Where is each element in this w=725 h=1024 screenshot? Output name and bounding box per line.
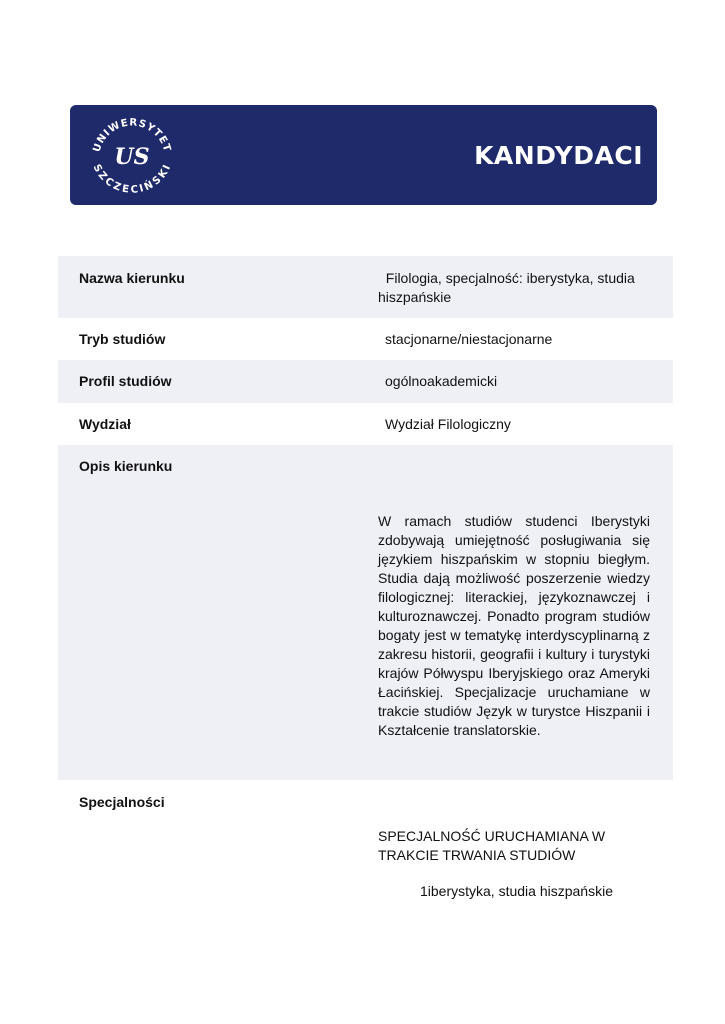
university-logo	[86, 109, 178, 201]
value-specializations: SPECJALNOŚĆ URUCHAMIANA W TRAKCIE TRWANIA STUDIÓW	[378, 828, 606, 863]
svg-text:SZCZECIŃSKI: SZCZECIŃSKI	[90, 162, 174, 196]
value-study-profile: ogólnoakademicki	[385, 373, 498, 389]
label-faculty: Wydział	[79, 416, 131, 432]
label-study-profile: Profil studiów	[79, 373, 172, 389]
banner-title: KANDYDACI	[474, 141, 643, 170]
row-study-profile	[58, 360, 673, 403]
label-description: Opis kierunku	[79, 458, 173, 474]
logo-monogram: US	[114, 144, 150, 171]
value-faculty: Wydział Filologiczny	[385, 416, 511, 432]
svg-text:UNIWERSYTET: UNIWERSYTET	[91, 117, 173, 154]
program-info-table	[58, 256, 673, 930]
row-study-mode	[58, 318, 673, 360]
value-program-name: Filologia, specjalność: iberystyka, studia hiszpańskie	[378, 270, 639, 305]
value-description: W ramach studiów studenci Iberystyki zdobywają umiejętność posługiwania się językiem hiszpańskim w stopniu biegłym. Studia dają możliwość poszerzenie wiedzy filologicznej: literackiej, językoznawczej i kulturoznawczej. Ponadto program studiów bogaty jest w tematykę interdyscyplinarną z zakresu historii, geografii i kultury i turystyki krajów Półwyspu Iberyjskiego oraz Ameryki Łacińskiej. Specjalizacje uruchamiane w trakcie studiów Język w turystce Hiszpanii i Kształcenie translatorskie.	[378, 513, 650, 738]
value-study-mode: stacjonarne/niestacjonarne	[385, 331, 553, 347]
label-program-name: Nazwa kierunku	[79, 270, 185, 286]
header-banner	[70, 105, 657, 205]
row-specializations	[58, 780, 673, 930]
label-specializations: Specjalności	[79, 794, 165, 810]
specialization-item: 1iberystyka, studia hiszpańskie	[420, 883, 613, 899]
row-description	[58, 445, 673, 780]
label-study-mode: Tryb studiów	[79, 331, 166, 347]
row-faculty	[58, 403, 673, 445]
row-program-name	[58, 256, 673, 318]
